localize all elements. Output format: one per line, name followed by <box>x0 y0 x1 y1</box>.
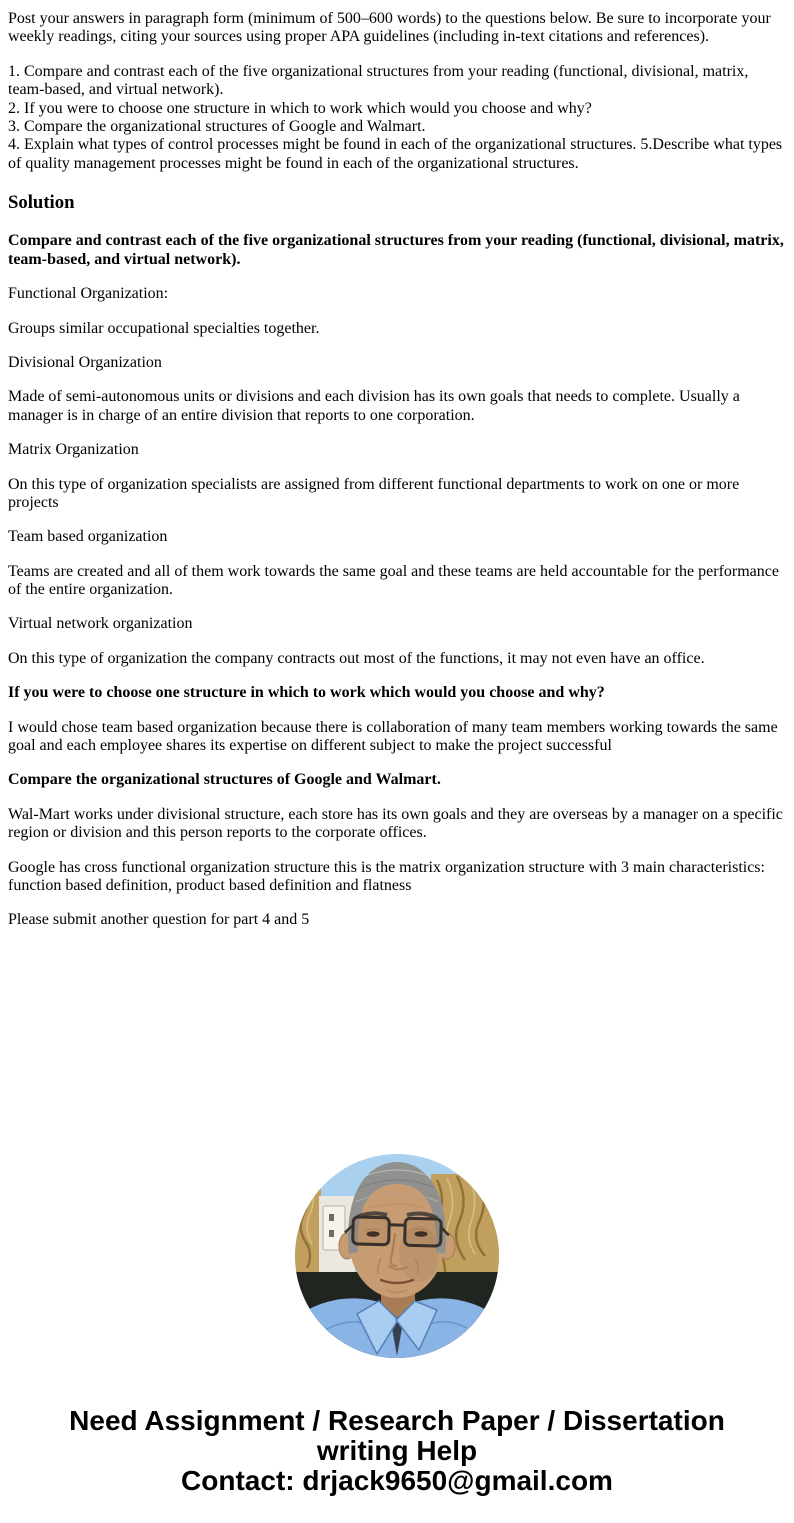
intro-paragraph: Post your answers in paragraph form (minimum of 500–600 words) to the questions below. Be sure to incorporate your weekly readings, citing your sources using proper APA guidelines (including in-text citations and references). <box>8 10 771 46</box>
promo-contact: Contact: drjack9650@gmail.com <box>181 1464 613 1496</box>
solution-heading: Solution <box>8 191 75 213</box>
profile-photo <box>295 1154 499 1358</box>
solution-paragraph: Wal-Mart works under divisional structure, each store has its own goals and they are overseas by a manager on a specific region or division and this person reports to the corporate offices. <box>8 805 783 842</box>
solution-paragraph: On this type of organization the company contracts out most of the functions, it may not even have an office. <box>8 649 705 667</box>
question-line-3: 3. Compare the organizational structures of Google and Walmart. <box>8 117 426 135</box>
solution-paragraph: Please submit another question for part 4 and 5 <box>8 911 310 929</box>
solution-paragraph: Made of semi-autonomous units or divisions and each division has its own goals that needs to complete. Usually a manager is in charge of an entire division that reports to one corporation. <box>8 388 740 424</box>
solution-paragraph: I would chose team based organization because there is collaboration of many team members working towards the same goal and each employee shares its expertise on different subject to make the project successful <box>8 718 778 755</box>
spacer <box>0 946 794 1154</box>
question-line-4: 4. Explain what types of control processes might be found in each of the organizational structures. 5.Describe what types of quality management processes might be found in each of the organizational structures. <box>8 136 783 172</box>
solution-paragraph: Teams are created and all of them work towards the same goal and these teams are held accountable for the performance of the entire organization. <box>8 562 779 599</box>
promo-heading: Need Assignment / Research Paper / Dissertation writing Help <box>69 1404 725 1466</box>
assignment-questions <box>8 63 786 173</box>
profile-photo-illustration <box>295 1154 499 1358</box>
solution-paragraph: Compare and contrast each of the five organizational structures from your reading (functional, divisional, matrix, team-based, and virtual network). <box>8 232 784 268</box>
solution-paragraph: Virtual network organization <box>8 615 193 633</box>
promo-banner <box>0 1406 794 1496</box>
solution-paragraph: Divisional Organization <box>8 353 162 371</box>
solution-paragraph: Groups similar occupational specialties together. <box>8 319 320 337</box>
solution-paragraph: Matrix Organization <box>8 441 139 459</box>
solution-paragraph: Functional Organization: <box>8 285 169 303</box>
solution-paragraph: Team based organization <box>8 528 168 546</box>
solution-paragraph: If you were to choose one structure in which to work which would you choose and why? <box>8 684 605 702</box>
question-line-2: 2. If you were to choose one structure in which to work which would you choose and why? <box>8 99 592 117</box>
solution-paragraph: Compare the organizational structures of Google and Walmart. <box>8 771 441 789</box>
question-line-1: 1. Compare and contrast each of the five organizational structures from your reading (functional, divisional, matrix, team-based, and virtual network). <box>8 62 749 99</box>
solution-paragraph: Google has cross functional organization structure this is the matrix organization structure with 3 main characteristics: function based definition, product based definition and flatness <box>8 858 765 894</box>
solution-paragraph: On this type of organization specialists are assigned from different functional departments to work on one or more projects <box>8 475 740 511</box>
